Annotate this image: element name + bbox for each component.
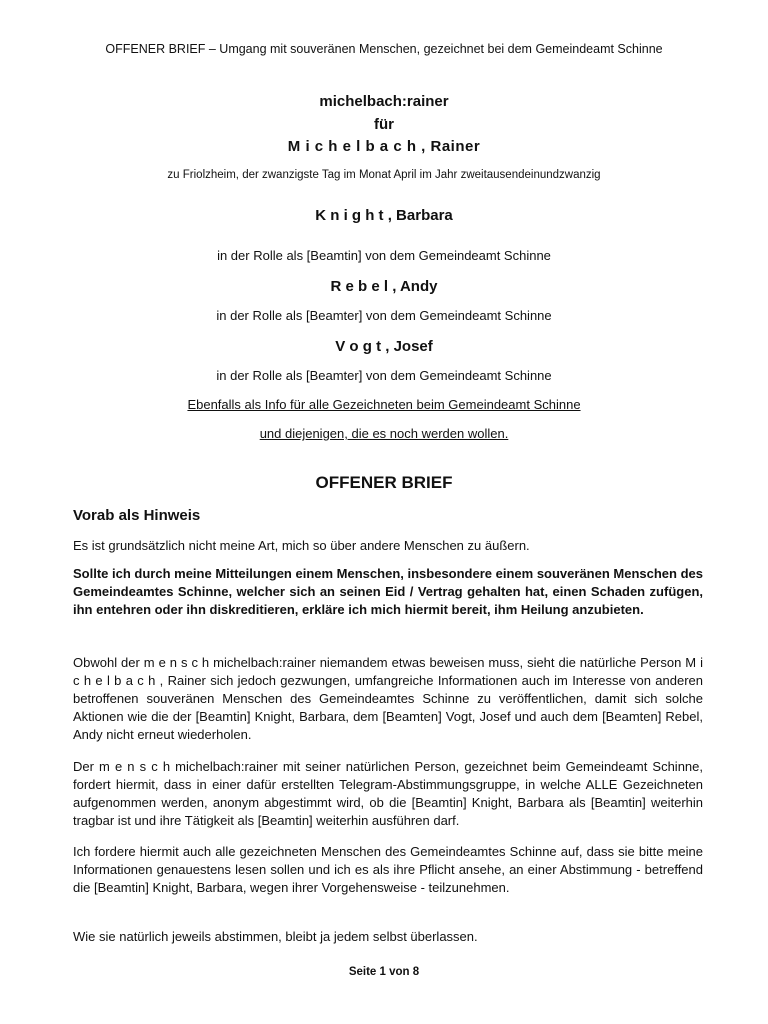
recipient-role: in der Rolle als [Beamtin] von dem Gemeindeamt Schinne [217,248,551,263]
page-header: OFFENER BRIEF – Umgang mit souveränen Menschen, gezeichnet bei dem Gemeindeamt Schinne [105,42,663,56]
author-fuer: für [374,116,394,133]
recipient-name: R e b e l , Andy [330,278,438,295]
author-name-lower: michelbach:rainer [319,93,449,110]
main-title: OFFENER BRIEF [315,473,453,492]
recipient-role: in der Rolle als [Beamter] von dem Gemeindeamt Schinne [216,368,552,383]
recipient-role: in der Rolle als [Beamter] von dem Gemeindeamt Schinne [216,308,552,323]
paragraph: Es ist grundsätzlich nicht meine Art, mich so über andere Menschen zu äußern. [73,538,530,553]
page-footer: Seite 1 von 8 [348,966,420,978]
paragraph: Ich fordere hiermit auch alle gezeichneten Menschen des Gemeindeamtes Schinne auf, dass sie bitte meine Informationen genauestens lesen sollen und ich es als ihre Pflicht ansehe, an einer Abstimmung - betreffend die [Beamtin] Knight, Barbara, wegen ihrer Vorgehensweise - teilzunehmen. [73,844,703,895]
recipient-name: V o g t , Josef [335,338,433,355]
paragraph-bold: Sollte ich durch meine Mitteilungen einem Menschen, insbesondere einem souveränen Menschen des Gemeindeamtes Schinne, welcher sich an seinen Eid / Vertrag gehalten hat, einen Schaden zufügen, ihn entehren oder ihn diskreditieren, erkläre ich mich hiermit bereit, ihm Heilung anzubieten. [73,566,703,617]
date-line: zu Friolzheim, der zwanzigste Tag im Monat April im Jahr zweitausendeinundzwanzig [167,169,601,181]
paragraph: Wie sie natürlich jeweils abstimmen, bleibt ja jedem selbst überlassen. [73,929,478,944]
paragraph: Obwohl der m e n s c h michelbach:rainer niemandem etwas beweisen muss, sieht die natürliche Person M i c h e l b a c h , Rainer sich jedoch gezwungen, umfangreiche Informationen auch im Interesse von anderen betroffenen souveränen Menschen des Gemeindeamtes Schinne zu veröffentlichen, damit sich solche Aktionen wie die der [Beamtin] Knight, Barbara, dem [Beamten] Vogt, Josef und auch dem [Beamten] Rebel, Andy nicht erneut wiederholen. [73,655,703,742]
author-name-spaced: M i c h e l b a c h , Rainer [287,138,481,155]
recipient-name: K n i g h t , Barbara [315,207,453,224]
paragraph: Der m e n s c h michelbach:rainer mit seiner natürlichen Person, gezeichnet beim Gemeindeamt Schinne, fordert hiermit, dass in einer dafür erstellten Telegram-Abstimmungsgruppe, in welche ALLE Gezeichneten aufgenommen werden, anonym abgestimmt wird, ob die [Beamtin] Knight, Barbara als [Beamtin] weiterhin tragbar ist und ihre Tätigkeit als [Beamtin] weiterhin ausführen darf. [73,759,703,828]
section-heading: Vorab als Hinweis [73,507,201,524]
info-line-1: Ebenfalls als Info für alle Gezeichneten beim Gemeindeamt Schinne [187,397,581,412]
info-line-2: und diejenigen, die es noch werden wollen. [259,426,509,441]
